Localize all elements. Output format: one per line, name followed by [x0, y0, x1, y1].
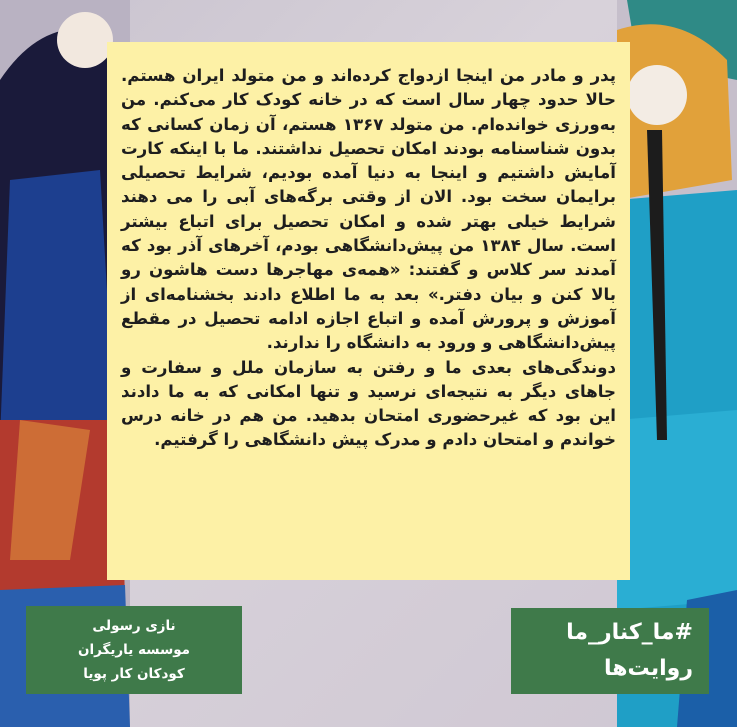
author-name: نازی رسولی [92, 618, 176, 634]
author-org-line: کودکان کار پویا [83, 666, 185, 682]
author-org-line: موسسه یاریگران [77, 642, 191, 658]
story-paragraph: پدر و مادر من اینجا ازدواج کرده‌اند و من متولد ایران هستم. حالا حدود چهار سال است که در خانه کودک کار می‌کنم. من به‌ورزی خوانده‌ام. من متولد ۱۳۶۷ هستم، آن زمان کسانی که بدون شناسنامه بودند امکان تحصیل نداشتند. ما با اینکه کارت آمایش داشتیم و اینجا به دنیا آمده بودیم، شرایط تحصیلی برایمان سخت بود. الان از وقتی برگه‌های آبی را می دهند شرایط خیلی بهتر شده و امکان تحصیل برای اتباع بیشتر است. سال ۱۳۸۴ من پیش‌دانشگاهی بودم، آخرهای آذر بود که آمدند سر کلاس و گفتند: «همه‌ی مهاجرها دست هاشون رو بالا کنن و بیان دفتر.» بعد به ما اطلاع دادند بخشنامه‌ای از آموزش و پرورش آمده و اتباع اجازه ادامه تحصیل در مقطع پیش‌دانشگاهی و ورود به دانشگاه را ندارند. [121, 66, 616, 353]
campaign-hashtag: #ما_کنار_ما [566, 620, 693, 645]
story-paragraph: دوندگی‌های بعدی ما و رفتن به سازمان ملل و سفارت و جاهای دیگر به نتیجه‌ای نرسید و تنها امکانی که به ما دادند این بود که غیرحضوری امتحان بدهید. من هم در خانه درس خواندم و امتحان دادم و مدرک پیش دانشگاهی را گرفتیم. [121, 357, 616, 450]
campaign-box [511, 608, 709, 694]
author-box [26, 606, 242, 694]
story-card [107, 42, 630, 580]
campaign-subtitle: روایت‌ها [604, 656, 693, 681]
